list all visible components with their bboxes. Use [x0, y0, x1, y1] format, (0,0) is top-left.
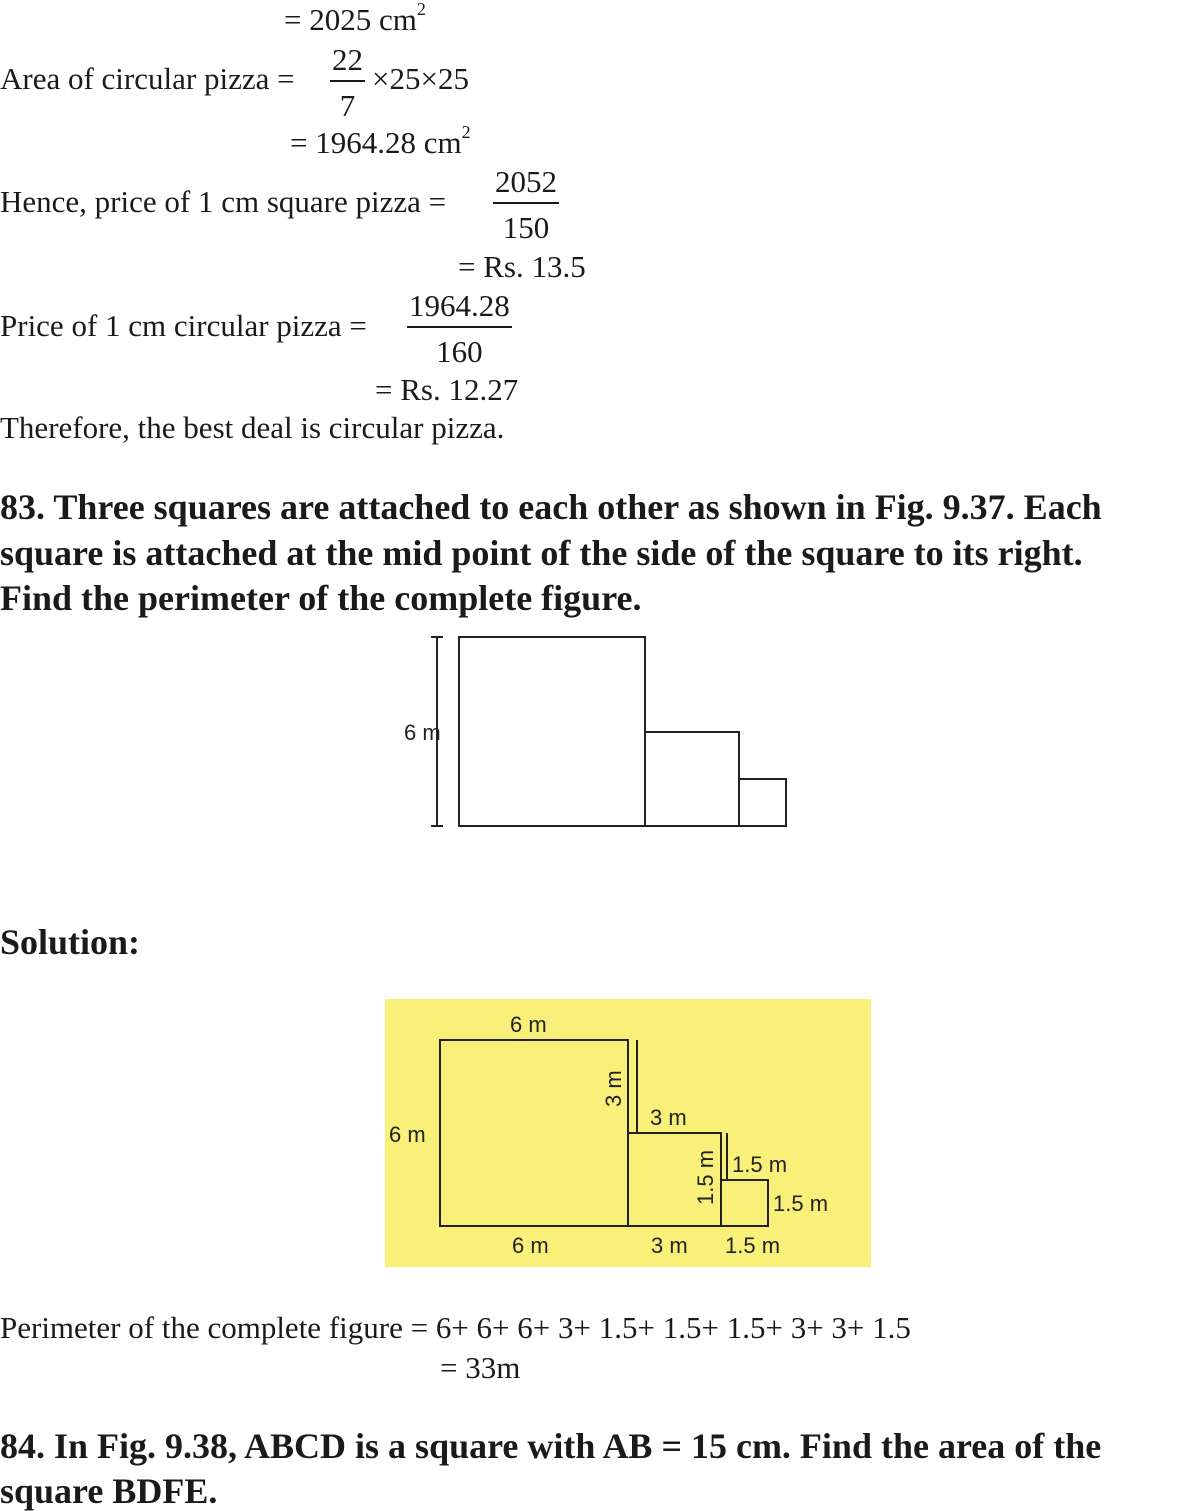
medium-square	[645, 732, 739, 826]
price-circle-result: = Rs. 12.27	[375, 372, 519, 407]
side-label: 6 m	[404, 720, 441, 745]
small-square	[739, 779, 786, 826]
price-circle-label: Price of 1 cm circular pizza =	[0, 308, 367, 343]
large-square	[459, 637, 645, 826]
area-circle-fraction	[330, 44, 365, 121]
area-circle-label: Area of circular pizza =	[0, 61, 295, 96]
label-vertical-3m: 3 m	[601, 1070, 626, 1107]
label-vertical-1.5m: 1.5 m	[693, 1149, 718, 1205]
area-circle-multiplication: ×25×25	[372, 61, 469, 96]
fraction-denominator: 7	[339, 88, 356, 123]
price-circle-fraction	[407, 290, 512, 367]
label-top-1.5m: 1.5 m	[732, 1152, 788, 1177]
fraction-numerator: 1964.28	[407, 290, 512, 328]
question-83-line-1: 83. Three squares are attached to each other as shown in Fig. 9.37. Each	[0, 487, 1102, 527]
question-84-line-1: 84. In Fig. 9.38, ABCD is a square with AB = 15 cm. Find the area of the	[0, 1426, 1102, 1466]
price-square-result: = Rs. 13.5	[458, 249, 586, 284]
solution-figure-panel	[385, 999, 871, 1267]
area-square-result: = 2025 $cm^2$	[284, 0, 426, 37]
question-84-line-2: square BDFE.	[0, 1471, 218, 1511]
area-circle-result: = 1964.28 $cm^2$	[290, 122, 471, 160]
label-bottom-6m: 6 m	[512, 1233, 549, 1258]
fraction-numerator: 22	[330, 44, 365, 82]
solution-heading: Solution:	[0, 922, 141, 962]
perimeter-equation: Perimeter of the complete figure = 6+ 6+ 6+ 3+ 1.5+ 1.5+ 1.5+ 3+ 3+ 1.5	[0, 1310, 911, 1345]
fraction-denominator: 150	[502, 210, 550, 245]
fraction-denominator: 160	[436, 334, 483, 369]
large-square	[440, 1040, 628, 1226]
label-bottom-1.5m: 1.5 m	[725, 1233, 781, 1258]
price-square-label: Hence, price of 1 cm square pizza =	[0, 184, 447, 219]
label-bottom-3m: 3 m	[651, 1233, 688, 1258]
figure-three-squares	[395, 630, 795, 835]
question-83-line-2: square is attached at the mid point of the side of the square to its right.	[0, 533, 1083, 573]
label-top-3m: 3 m	[650, 1105, 687, 1130]
price-square-fraction	[493, 166, 559, 243]
label-top-6m: 6 m	[510, 1012, 547, 1037]
solution-figure	[385, 999, 871, 1267]
label-left-6m: 6 m	[389, 1122, 426, 1147]
label-right-1.5m: 1.5 m	[773, 1191, 829, 1216]
perimeter-result: = 33m	[440, 1350, 521, 1385]
question-83-line-3: Find the perimeter of the complete figure.	[0, 578, 642, 618]
conclusion-text: Therefore, the best deal is circular pizza.	[0, 410, 505, 445]
small-square	[721, 1180, 768, 1226]
fraction-numerator: 2052	[493, 166, 559, 204]
